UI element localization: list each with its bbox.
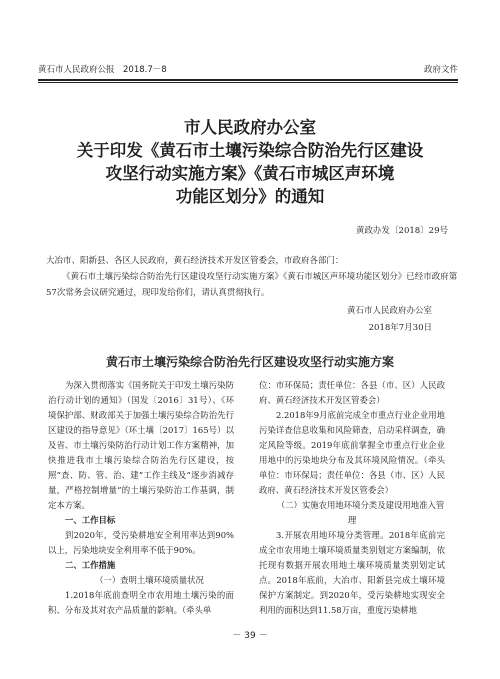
subsection-2-heading: （二）实施农用地环境分类及建设用地准入管理 [276, 500, 445, 525]
signature-date: 2018年7月30日 [368, 323, 432, 333]
subsection-1-text: 1.2018年底前查明全市农用地土壤污染的面积、分布及其对农产品质量的影响。（牵头单 [48, 590, 234, 615]
right-column [259, 378, 445, 618]
title-line-3: 攻坚行动实施方案》《黄石市城区声环境 [105, 164, 395, 183]
title-line-4: 功能区划分》的通知 [175, 187, 325, 206]
intro-paragraph: 为深入贯彻落实《国务院关于印发土壤污染防治行动计划的通知》（国发〔2016〕31号）、《环境保护部、财政部关于加强土壤污染综合防治先行区建设的指导意见》（环土壤〔2017〕165号）以及省、市土壤污染防治行动计划工作方案精神，加快推进我市土壤污染综合防治先行区建设，按照“查、防、管、治、建”工作主线及“逐步消减存量，严格控制增量”的土壤污染防治工作基调，制定本方案。 [48, 380, 234, 510]
title-line-2: 关于印发《黄石市土壤污染综合防治先行区建设 [76, 141, 424, 160]
attachment-title: 黄石市土壤污染综合防治先行区建设攻坚行动实施方案 [105, 355, 394, 369]
page-number: － 39 － [232, 631, 268, 641]
section-1-text: 到2020年，受污染耕地安全利用率达到90%以上，污染地块安全利用率不低于90%。 [48, 530, 234, 555]
header-rule-thick [38, 79, 458, 81]
subsection-1-heading: （一）查明土壤环境质量状况 [95, 575, 204, 585]
section-2-heading: 二、工作措施 [65, 560, 116, 570]
left-column [48, 378, 234, 618]
notice-body: 《黄石市土壤污染综合防治先行区建设攻坚行动实施方案》《黄石市城区声环境功能区划分》已经市政府第57次常务会议研究通过，现印发给你们，请认真贯彻执行。 [46, 272, 458, 298]
header-publication: 黄石市人民政府公报 2018.7－8 [38, 65, 167, 75]
paragraph-2: 2.2018年9月底前完成全市重点行业企业用地污染详查信息收集和风险筛查，启动采样调查，确定风险等级。2019年底前掌握全市重点行业企业用地中的污染地块分布及其环境风险情况。（牵头单位：市环保局；责任单位：各县（市、区）人民政府、黄石经济技术开发区管委会） [259, 410, 445, 495]
paragraph-3: 3.开展农用地环境分类管理。2018年底前完成全市农用地土壤环境质量类别划定方案编制，依托现有数据开展农用地土壤环境质量类别划定试点。2018年底前，大冶市、阳新县完成土壤环境保护方案制定。到2020年，受污染耕地实现安全利用的面积达到11.58万亩，重度污染耕地 [259, 530, 445, 615]
signature-org: 黄石市人民政府办公室 [346, 306, 432, 316]
document-title [60, 116, 440, 208]
continued-paragraph: 位：市环保局；责任单位：各县（市、区）人民政府、黄石经济技术开发区管委会） [259, 380, 445, 405]
header-rule-thin [38, 82, 458, 83]
section-1-heading: 一、工作目标 [65, 515, 116, 525]
document-number: 黄政办发〔2018〕29号 [356, 226, 448, 236]
header-section: 政府文件 [423, 65, 458, 75]
page-header [38, 63, 458, 77]
recipient-line: 大冶市、阳新县、各区人民政府，黄石经济技术开发区管委会，市政府各部门： [46, 256, 344, 266]
title-line-1: 市人民政府办公室 [184, 118, 316, 137]
